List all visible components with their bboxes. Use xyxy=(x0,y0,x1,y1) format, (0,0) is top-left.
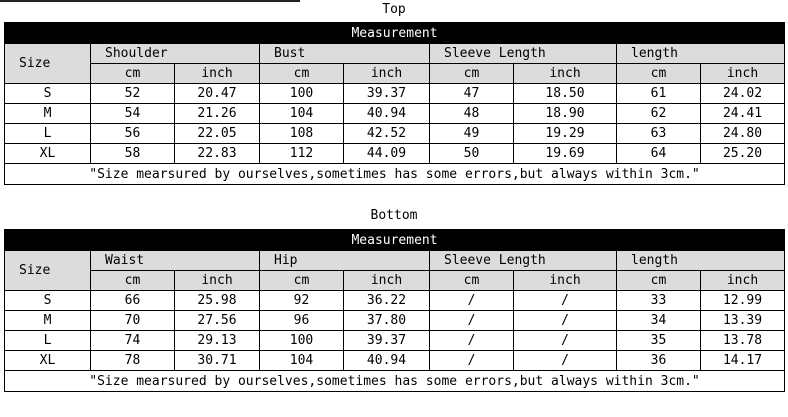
size-cell: S xyxy=(5,84,91,104)
value-cell: 18.50 xyxy=(514,84,617,104)
value-cell: 25.20 xyxy=(701,144,785,164)
table-row xyxy=(5,84,785,104)
size-cell: M xyxy=(5,104,91,124)
value-cell: 36.22 xyxy=(344,291,430,311)
unit-header: cm xyxy=(260,64,344,84)
value-cell: 24.80 xyxy=(701,124,785,144)
table-row xyxy=(5,291,785,311)
measure-header-sleeve-length: Sleeve Length xyxy=(430,44,617,64)
unit-header: cm xyxy=(430,64,514,84)
value-cell: 22.05 xyxy=(175,124,260,144)
measure-header-length: length xyxy=(617,44,785,64)
table-row xyxy=(5,311,785,331)
table-row xyxy=(5,104,785,124)
size-cell: L xyxy=(5,124,91,144)
unit-header: inch xyxy=(344,271,430,291)
value-cell: 104 xyxy=(260,351,344,371)
size-cell: XL xyxy=(5,144,91,164)
value-cell: 35 xyxy=(617,331,701,351)
unit-header: inch xyxy=(175,64,260,84)
top-size-table xyxy=(4,22,785,185)
size-column-header: Size xyxy=(5,251,91,291)
table-row xyxy=(5,351,785,371)
unit-header: inch xyxy=(175,271,260,291)
measurement-banner: Measurement xyxy=(5,23,785,44)
value-cell: 64 xyxy=(617,144,701,164)
measure-header-length: length xyxy=(617,251,785,271)
bottom-size-table xyxy=(4,229,785,392)
unit-header: cm xyxy=(617,64,701,84)
size-cell: XL xyxy=(5,351,91,371)
value-cell: / xyxy=(430,291,514,311)
value-cell: 19.29 xyxy=(514,124,617,144)
top-section-title: Top xyxy=(382,2,406,17)
value-cell: 74 xyxy=(91,331,175,351)
value-cell: 44.09 xyxy=(344,144,430,164)
value-cell: 27.56 xyxy=(175,311,260,331)
value-cell: 100 xyxy=(260,84,344,104)
size-cell: L xyxy=(5,331,91,351)
value-cell: 34 xyxy=(617,311,701,331)
unit-header: inch xyxy=(514,64,617,84)
value-cell: 22.83 xyxy=(175,144,260,164)
unit-header: cm xyxy=(260,271,344,291)
measure-header-sleeve-length: Sleeve Length xyxy=(430,251,617,271)
value-cell: 49 xyxy=(430,124,514,144)
value-cell: 37.80 xyxy=(344,311,430,331)
measure-header-waist: Waist xyxy=(91,251,260,271)
value-cell: 24.02 xyxy=(701,84,785,104)
value-cell: / xyxy=(514,331,617,351)
value-cell: 52 xyxy=(91,84,175,104)
value-cell: 40.94 xyxy=(344,104,430,124)
value-cell: 108 xyxy=(260,124,344,144)
value-cell: 92 xyxy=(260,291,344,311)
value-cell: 56 xyxy=(91,124,175,144)
value-cell: 62 xyxy=(617,104,701,124)
value-cell: 40.94 xyxy=(344,351,430,371)
unit-header: cm xyxy=(91,271,175,291)
value-cell: 30.71 xyxy=(175,351,260,371)
value-cell: 29.13 xyxy=(175,331,260,351)
value-cell: 78 xyxy=(91,351,175,371)
unit-header: cm xyxy=(91,64,175,84)
table-row xyxy=(5,124,785,144)
value-cell: 58 xyxy=(91,144,175,164)
measure-header-bust: Bust xyxy=(260,44,430,64)
value-cell: 100 xyxy=(260,331,344,351)
unit-header: cm xyxy=(617,271,701,291)
value-cell: 39.37 xyxy=(344,84,430,104)
value-cell: 50 xyxy=(430,144,514,164)
value-cell: / xyxy=(514,291,617,311)
value-cell: 63 xyxy=(617,124,701,144)
value-cell: 20.47 xyxy=(175,84,260,104)
value-cell: 61 xyxy=(617,84,701,104)
value-cell: 36 xyxy=(617,351,701,371)
value-cell: / xyxy=(514,311,617,331)
measure-header-hip: Hip xyxy=(260,251,430,271)
value-cell: 47 xyxy=(430,84,514,104)
size-column-header: Size xyxy=(5,44,91,84)
unit-header: inch xyxy=(514,271,617,291)
value-cell: 48 xyxy=(430,104,514,124)
size-cell: M xyxy=(5,311,91,331)
value-cell: 70 xyxy=(91,311,175,331)
measurement-banner: Measurement xyxy=(5,230,785,251)
value-cell: 42.52 xyxy=(344,124,430,144)
value-cell: / xyxy=(430,351,514,371)
table-row xyxy=(5,144,785,164)
value-cell: / xyxy=(430,331,514,351)
measure-header-shoulder: Shoulder xyxy=(91,44,260,64)
value-cell: 13.78 xyxy=(701,331,785,351)
value-cell: 54 xyxy=(91,104,175,124)
unit-header: inch xyxy=(701,64,785,84)
value-cell: 19.69 xyxy=(514,144,617,164)
value-cell: 66 xyxy=(91,291,175,311)
value-cell: 13.39 xyxy=(701,311,785,331)
value-cell: 18.90 xyxy=(514,104,617,124)
value-cell: 39.37 xyxy=(344,331,430,351)
value-cell: / xyxy=(430,311,514,331)
unit-header: inch xyxy=(701,271,785,291)
value-cell: 21.26 xyxy=(175,104,260,124)
table-row xyxy=(5,331,785,351)
value-cell: 14.17 xyxy=(701,351,785,371)
value-cell: / xyxy=(514,351,617,371)
value-cell: 96 xyxy=(260,311,344,331)
value-cell: 112 xyxy=(260,144,344,164)
value-cell: 25.98 xyxy=(175,291,260,311)
value-cell: 24.41 xyxy=(701,104,785,124)
measurement-note: "Size mearsured by ourselves,sometimes has some errors,but always within 3cm." xyxy=(5,371,785,392)
value-cell: 104 xyxy=(260,104,344,124)
unit-header: inch xyxy=(344,64,430,84)
value-cell: 33 xyxy=(617,291,701,311)
size-cell: S xyxy=(5,291,91,311)
bottom-section-title: Bottom xyxy=(370,208,418,223)
measurement-note: "Size mearsured by ourselves,sometimes has some errors,but always within 3cm." xyxy=(5,164,785,185)
value-cell: 12.99 xyxy=(701,291,785,311)
unit-header: cm xyxy=(430,271,514,291)
